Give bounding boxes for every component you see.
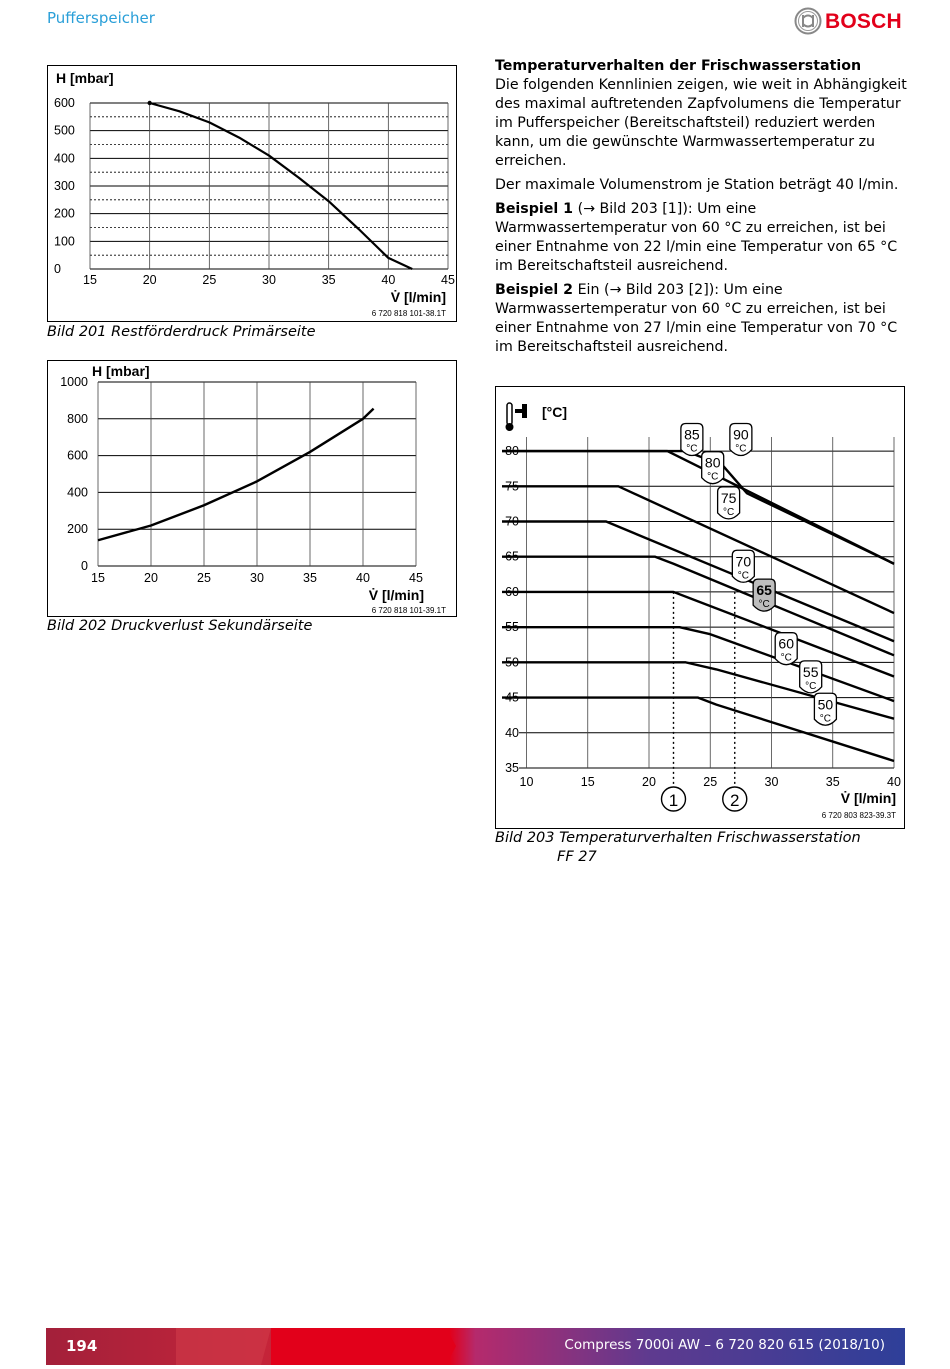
- caption-fig201: Bild 201 Restförderdruck Primärseite: [47, 324, 316, 340]
- temperature-label-value: 65: [756, 582, 772, 599]
- x-tick-label: 20: [144, 571, 158, 585]
- figure-code: 6 720 803 823-39.3T: [821, 811, 896, 820]
- temperature-label-unit: °C: [780, 652, 792, 664]
- temperature-label-value: 75: [720, 489, 737, 506]
- example-2-text: Ein (→ Bild 203 [2]): Um eine Warmwassertemperatur von 60 °C zu erreichen, ist bei einer Entnahme von 27 l/min eine Temperatur von 70 °C im Bereitschaftsteil ausreichend.: [495, 282, 898, 355]
- temperature-label-unit: °C: [686, 443, 698, 455]
- chart-202-plot: [48, 361, 456, 616]
- y-tick-label: 600: [54, 96, 75, 110]
- series-line-65: [502, 592, 894, 677]
- chart-druckverlust: [47, 360, 457, 617]
- y-axis-label: H [mbar]: [92, 363, 150, 379]
- x-tick-label: 15: [580, 775, 595, 789]
- y-tick-label: 35: [505, 761, 519, 775]
- x-tick-label: 15: [83, 273, 97, 287]
- section-title: Pufferspeicher: [47, 9, 155, 27]
- x-tick-label: 40: [381, 273, 396, 287]
- y-tick-label: 500: [54, 123, 75, 138]
- thermometer-tap-icon: [506, 403, 528, 431]
- y-tick-label: 200: [54, 206, 75, 221]
- y-tick-label: 40: [505, 725, 519, 740]
- y-tick-label: 0: [54, 262, 61, 276]
- x-tick-label: 35: [321, 273, 336, 287]
- y-tick-label: 800: [67, 411, 88, 426]
- temperature-label-unit: °C: [707, 471, 719, 483]
- paragraph-max-flow: Der maximale Volumenstrom je Station beträgt 40 l/min.: [495, 177, 899, 193]
- x-tick-label: 10: [519, 775, 534, 789]
- series-start-point: [147, 101, 151, 105]
- example-2-label: Beispiel 2: [495, 282, 574, 298]
- y-tick-label: 400: [67, 485, 88, 500]
- figure-code: 6 720 818 101-39.1T: [371, 606, 446, 615]
- y-tick-label: 45: [505, 690, 519, 705]
- temperature-label-unit: °C: [819, 713, 832, 725]
- temperature-label-value: 50: [817, 696, 834, 713]
- x-tick-label: 30: [764, 775, 779, 789]
- marker-label-1: 1: [668, 791, 679, 810]
- x-tick-label: 15: [91, 571, 105, 585]
- y-tick-label: 60: [505, 584, 519, 599]
- x-tick-label: 25: [197, 571, 211, 585]
- paragraph-example-1: [495, 200, 907, 276]
- paragraph-example-2: [495, 281, 907, 357]
- y-tick-label: 70: [505, 514, 519, 529]
- temperature-label-value: 80: [704, 454, 721, 471]
- temperature-label-value: 60: [778, 635, 794, 652]
- y-tick-label: 300: [54, 179, 75, 193]
- y-tick-label: 100: [54, 234, 75, 249]
- series-line-70: [502, 557, 894, 656]
- bosch-armature-icon: [794, 7, 822, 35]
- y-tick-label: 600: [67, 448, 88, 463]
- chart-201-plot: [48, 66, 456, 321]
- y-tick-label: 55: [505, 620, 519, 635]
- x-tick-label: 40: [887, 775, 901, 789]
- example-1-text: (→ Bild 203 [1]): Um eine Warmwassertemperatur von 60 °C zu erreichen, ist bei einer Entnahme von 22 l/min eine Temperatur von 65 °C im Bereitschaftsteil ausreichend.: [495, 201, 898, 274]
- y-tick-label: 1000: [60, 375, 88, 389]
- x-tick-label: 25: [703, 775, 718, 789]
- y-axis-label: [°C]: [542, 404, 568, 420]
- paragraph-intro: Die folgenden Kennlinien zeigen, wie weit in Abhängigkeit des maximal auftretenden Zapfvolumens die Temperatur im Pufferspeicher (Bereitschaftsteil) reduziert werden kann, um die gewünschte Warmwassertemperatur zu erreichen.: [495, 77, 907, 169]
- section-heading: Temperaturverhalten der Frischwasserstation: [495, 58, 862, 74]
- page-number: 194: [66, 1337, 98, 1355]
- example-1-label: Beispiel 1: [495, 201, 574, 217]
- x-tick-label: 20: [642, 775, 656, 789]
- x-tick-label: 45: [441, 273, 455, 287]
- x-tick-label: 45: [409, 571, 423, 585]
- x-tick-label: 30: [250, 571, 264, 585]
- temperature-label-value: 85: [684, 426, 700, 443]
- chart-temperaturverhalten: [495, 386, 905, 829]
- chart-restfoerderdruck: [47, 65, 457, 322]
- temperature-label-unit: °C: [735, 443, 747, 455]
- x-tick-label: 25: [202, 273, 217, 287]
- x-axis-label: V̇ [l/min]: [840, 790, 896, 806]
- y-tick-label: 65: [505, 549, 519, 564]
- x-tick-label: 40: [356, 571, 370, 585]
- y-tick-label: 50: [505, 655, 519, 670]
- x-axis-label: V̇ [l/min]: [368, 587, 424, 603]
- y-tick-label: 200: [67, 522, 88, 537]
- series-line-85: [502, 451, 894, 564]
- temperature-label-unit: °C: [723, 506, 735, 518]
- temperature-label-unit: °C: [758, 599, 770, 611]
- x-tick-label: 35: [825, 775, 840, 789]
- caption-fig203-model: FF 27: [557, 849, 597, 865]
- caption-fig202: Bild 202 Druckverlust Sekundärseite: [47, 618, 313, 634]
- temperature-label-unit: °C: [737, 570, 749, 582]
- x-tick-label: 20: [142, 273, 157, 287]
- y-tick-label: 75: [505, 479, 519, 494]
- brand-name: BOSCH: [825, 10, 902, 33]
- temperature-label-value: 90: [733, 426, 749, 443]
- footer-bar: [46, 1328, 905, 1365]
- marker-label-2: 2: [730, 791, 740, 810]
- bosch-logo: [794, 8, 906, 34]
- x-tick-label: 30: [262, 273, 276, 287]
- temperature-label-unit: °C: [805, 680, 817, 692]
- y-tick-label: 400: [54, 151, 75, 166]
- chart-203-plot: [496, 387, 904, 828]
- y-tick-label: 80: [505, 444, 519, 459]
- x-tick-label: 35: [303, 571, 317, 585]
- temperature-label-value: 55: [802, 663, 819, 680]
- series-line-80: [502, 486, 894, 613]
- y-axis-label: H [mbar]: [56, 70, 114, 86]
- y-tick-label: 0: [81, 559, 88, 573]
- series-line-75: [502, 522, 894, 642]
- temperature-label-value: 70: [735, 553, 752, 570]
- text-column: [495, 57, 907, 362]
- document-reference: Compress 7000i AW – 6 720 820 615 (2018/10): [564, 1337, 885, 1353]
- figure-code: 6 720 818 101-38.1T: [371, 309, 446, 318]
- caption-fig203: Bild 203 Temperaturverhalten Frischwasserstation: [495, 830, 861, 846]
- x-axis-label: V̇ [l/min]: [390, 289, 446, 305]
- series-line: [98, 409, 374, 541]
- series-line-90: [502, 451, 894, 564]
